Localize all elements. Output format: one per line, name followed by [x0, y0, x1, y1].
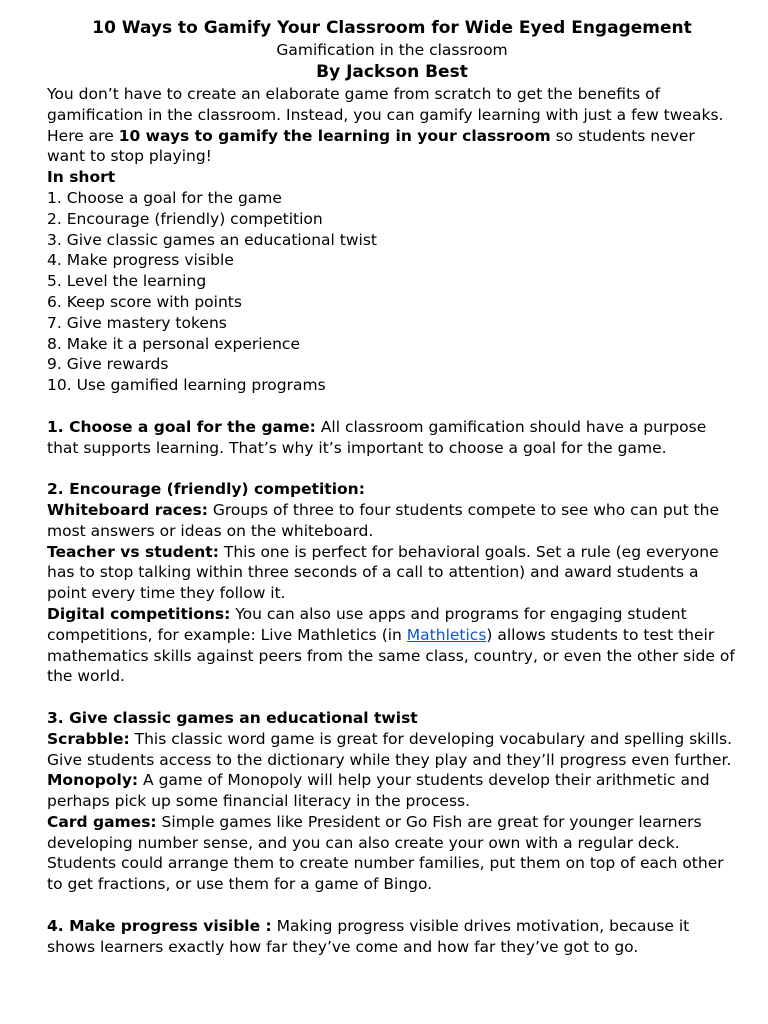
section-1-text: All classroom gamification should have a purpose that supports learning. That’s why it’s important to choose a goal for the game.	[47, 417, 707, 457]
spacer	[47, 687, 737, 708]
scrabble-label: Scrabble:	[47, 729, 130, 748]
list-item: 8. Make it a personal experience	[47, 334, 300, 353]
spacer	[47, 458, 737, 479]
section-2-heading	[47, 479, 737, 500]
whiteboard-text: Groups of three to four students compete to see who can put the most answers or ideas on the whiteboard.	[47, 500, 720, 540]
teacher-paragraph	[47, 542, 737, 604]
digital-text-a: You can also use apps and programs for engaging student competitions, for example: Live Mathletics (in	[47, 604, 687, 644]
list-item: 4. Make progress visible	[47, 251, 234, 270]
teacher-label: Teacher vs student:	[47, 542, 219, 561]
section-4-heading: 4. Make progress visible :	[47, 916, 272, 935]
card-games-text: Simple games like President or Go Fish are great for younger learners developing number sense, and you can also create your own with a regular deck. Students could arrange them to create number families, put them on top of each other to get fractions, or use them for a game of Bingo.	[47, 812, 724, 894]
list-item: 2. Encourage (friendly) competition	[47, 209, 323, 228]
section-3-heading	[47, 708, 737, 729]
here-post: so students never want to stop playing!	[47, 126, 695, 166]
in-short-label: In short	[47, 168, 116, 187]
section-1-heading: 1. Choose a goal for the game:	[47, 417, 316, 436]
section-3-heading-text: 3. Give classic games an educational twist	[47, 708, 418, 727]
spacer	[47, 895, 737, 916]
list-item: 10. Use gamified learning programs	[47, 376, 326, 395]
mathletics-link[interactable]: Mathletics	[406, 625, 487, 644]
monopoly-paragraph	[47, 770, 737, 812]
list-item: 1. Choose a goal for the game	[47, 188, 282, 207]
whiteboard-paragraph	[47, 500, 737, 542]
card-games-paragraph	[47, 812, 737, 895]
here-pre: Here are	[47, 126, 119, 145]
section-1-paragraph	[47, 417, 737, 459]
in-short-list	[47, 188, 737, 396]
teacher-text: This one is perfect for behavioral goals. Set a rule (eg everyone has to stop talking within three seconds of a call to attention) and award students a point every time they follow it.	[47, 542, 719, 603]
page-subtitle: Gamification in the classroom	[276, 41, 508, 59]
list-item: 9. Give rewards	[47, 355, 169, 374]
scrabble-text: This classic word game is great for developing vocabulary and spelling skills. Give students access to the dictionary while they play and they’ll progress even further.	[47, 729, 733, 769]
author-line: By Jackson Best	[316, 62, 468, 82]
monopoly-label: Monopoly:	[47, 771, 139, 790]
digital-text-b: ) allows students to test their mathematics skills against peers from the same class, country, or even the other side of the world.	[47, 625, 735, 686]
list-item: 7. Give mastery tokens	[47, 313, 227, 332]
list-item: 5. Level the learning	[47, 272, 207, 291]
card-games-label: Card games:	[47, 812, 157, 831]
document-body	[47, 17, 737, 957]
digital-paragraph	[47, 604, 737, 687]
monopoly-text: A game of Monopoly will help your students develop their arithmetic and perhaps pick up some financial literacy in the process.	[47, 771, 710, 811]
digital-label: Digital competitions:	[47, 604, 231, 623]
here-bold: 10 ways to gamify the learning in your classroom	[118, 126, 551, 145]
scrabble-paragraph	[47, 729, 737, 771]
whiteboard-label: Whiteboard races:	[47, 500, 208, 519]
section-4-paragraph	[47, 916, 737, 958]
list-item: 3. Give classic games an educational twist	[47, 230, 377, 249]
in-short-heading	[47, 167, 737, 188]
page-title: 10 Ways to Gamify Your Classroom for Wide Eyed Engagement	[92, 18, 692, 38]
intro-paragraph: You don’t have to create an elaborate game from scratch to get the benefits of gamification in the classroom. Instead, you can gamify learning with just a few tweaks.	[47, 85, 724, 124]
here-paragraph	[47, 126, 737, 168]
section-2-heading-text: 2. Encourage (friendly) competition:	[47, 480, 365, 499]
spacer	[47, 396, 737, 417]
section-4-text: Making progress visible drives motivation, because it shows learners exactly how far they’ve come and how far they’ve got to go.	[47, 916, 690, 956]
list-item: 6. Keep score with points	[47, 292, 242, 311]
